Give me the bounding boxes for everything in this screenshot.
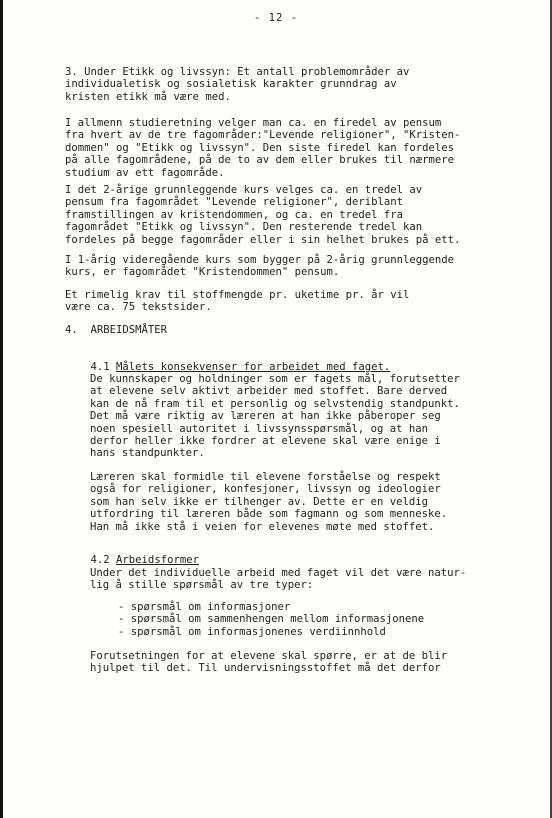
paragraph-individuelle-arbeid (90, 567, 515, 592)
text-line: utfordring til læreren både som fagmann og som menneske. (90, 508, 448, 521)
list-item: - spørsmål om sammenhengen mellom informasjonene (118, 613, 425, 626)
text-line: være ca. 75 tekstsider. (65, 301, 212, 314)
text-line: at elevene selv aktivt arbeider med stoffet. Bare derved (90, 385, 448, 398)
subsection-number: 4.1 (90, 361, 110, 374)
text-line: dommen" og "Etikk og livssyn". Den siste firedel kan fordeles (65, 141, 455, 154)
text-line: kan de nå fram til et personlig og selvstendig standpunkt. (90, 397, 460, 410)
text-line: kurs, er fagområdet "Kristendommen" pensum. (65, 266, 340, 279)
text-line: Han må ikke stå i veien for elevenes møte med stoffet. (90, 520, 435, 533)
text-line: også for religioner, konfesjoner, livssyn og ideologier (90, 483, 441, 496)
paragraph-2-arige-kurs (65, 184, 515, 246)
text-line: Læreren skal formidle til elevene forståelse og respekt (90, 471, 441, 483)
text-line: lig å stille spørsmål av tre typer: (90, 579, 314, 592)
text-line: pensum fra fagområdet "Levende religioner", deriblant (65, 196, 404, 209)
paragraph-allmenn-studieretning (65, 117, 515, 179)
text-line: I allmenn studieretning velger man ca. en firedel av pensum (65, 117, 442, 129)
text-line: fordeles på begge fagområder eller i sin helhet brukes på ett. (65, 233, 461, 246)
subsection-number: 4.2 (90, 554, 110, 567)
text-line: framstillingen av kristendommen, og ca. en tredel fra (65, 208, 404, 221)
subsection-title: Arbeidsformer (116, 554, 199, 567)
text-line: derfor heller ikke fordrer at elevene skal være enige i (90, 435, 441, 448)
section-heading-arbeidsmater: 4. ARBEIDSMÅTER (65, 324, 168, 336)
text-line: fagområdet "Etikk og livssyn". Den resterende tredel kan (65, 221, 423, 234)
text-line: som han selv ikke er tilhenger av. Dette er en veldig (90, 495, 429, 508)
paragraph-laereren-formidle (90, 471, 515, 533)
text-line: studium av ett fagområde. (65, 166, 225, 179)
text-line: 3. Under Etikk og livssyn: Et antall problemområder av (65, 66, 410, 78)
text-line: individualetisk og sosialetisk karakter grunndrag av (65, 78, 397, 91)
paragraph-forutsetningen (90, 650, 515, 675)
paragraph-etikk-livssyn (65, 66, 515, 103)
text-line: De kunnskaper og holdninger som er fagets mål, forutsetter (90, 373, 460, 385)
text-line: noen spesiell autoritet i livssynsspørsmål, og at han (90, 422, 429, 435)
text-line: Under det individuelle arbeid med faget vil det være natur- (90, 567, 467, 579)
list-item: - spørsmål om informasjoner (118, 601, 291, 613)
paragraph-stoffmengde (65, 289, 515, 314)
subsection-title: Målets konsekvenser for arbeidet med faget. (116, 361, 391, 374)
scan-edge-left (0, 0, 3, 818)
text-line: Et rimelig krav til stoffmengde pr. uketime pr. år vil (65, 289, 410, 301)
text-line: I 1-årig videregående kurs som bygger på 2-årig grunnleggende (65, 254, 455, 266)
text-line: hans standpunkter. (90, 447, 205, 460)
paragraph-1-arig-kurs (65, 254, 515, 279)
list-item: - spørsmål om informasjonenes verdiinnhold (118, 625, 386, 638)
page-number: - 12 - (253, 12, 299, 24)
question-type-list (118, 601, 424, 638)
text-line: I det 2-årige grunnleggende kurs velges ca. en tredel av (65, 184, 423, 196)
text-line: Det må være riktig av læreren at han ikke påberoper seg (90, 410, 441, 423)
text-line: kristen etikk må være med. (65, 90, 231, 103)
text-line: på alle fagområdene, på de to av dem eller brukes til nærmere (65, 154, 455, 167)
text-line: hjulpet til det. Til undervisningsstoffet må det derfor (90, 662, 441, 675)
text-line: fra hvert av de tre fagområder:"Levende religioner", "Kristen- (65, 129, 461, 142)
paragraph-kunnskaper-holdninger (90, 373, 515, 460)
text-line: Forutsetningen for at elevene skal spørre, er at de blir (90, 650, 448, 662)
